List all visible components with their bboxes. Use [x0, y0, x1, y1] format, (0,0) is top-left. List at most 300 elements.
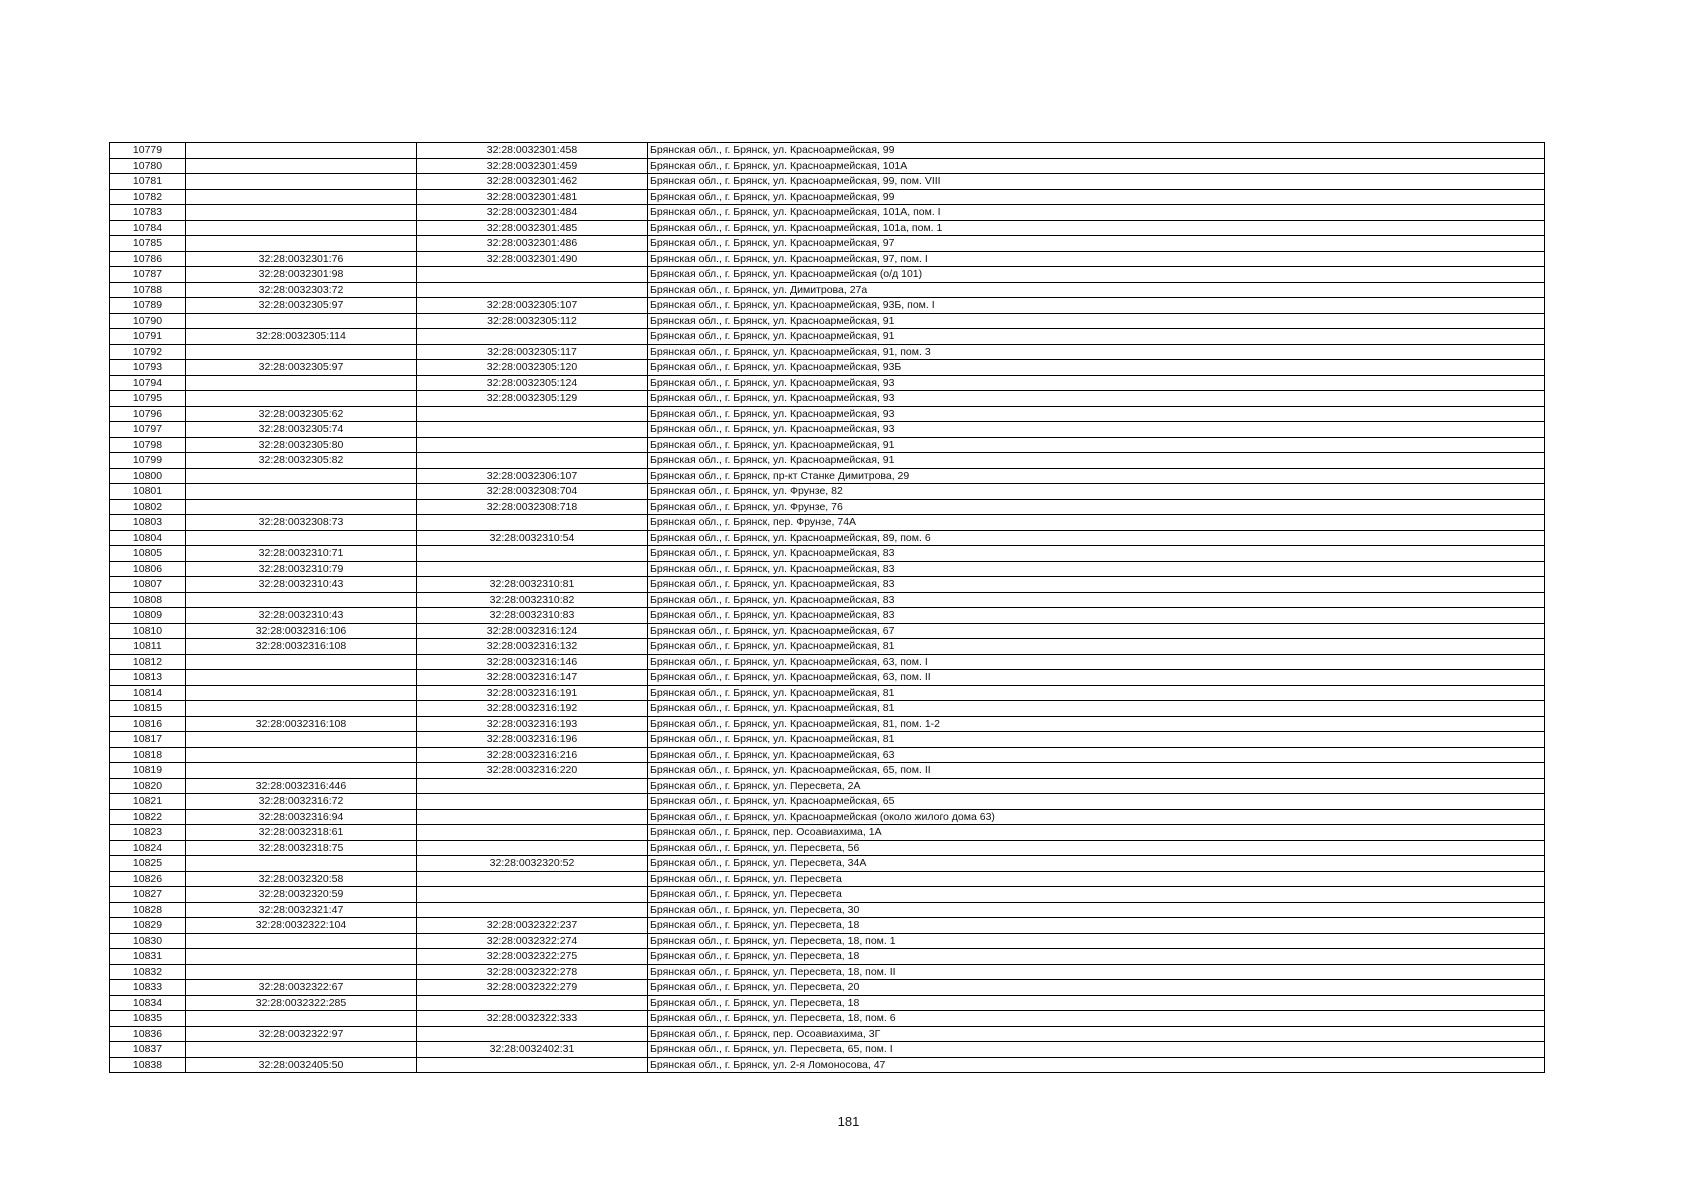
land-cadastral-number-cell	[186, 174, 417, 190]
table-row	[110, 794, 1545, 810]
land-cadastral-number-cell	[186, 933, 417, 949]
building-cadastral-number-cell	[417, 437, 648, 453]
table-row	[110, 1026, 1545, 1042]
row-number-cell: 10795	[110, 391, 186, 407]
row-number-cell: 10787	[110, 267, 186, 283]
land-cadastral-number-cell: 32:28:0032318:75	[186, 840, 417, 856]
table-row	[110, 623, 1545, 639]
building-cadastral-number-cell	[417, 778, 648, 794]
land-cadastral-number-cell: 32:28:0032310:43	[186, 577, 417, 593]
page-number: 181	[837, 1114, 860, 1129]
table-row	[110, 484, 1545, 500]
table-row	[110, 437, 1545, 453]
building-cadastral-number-cell: 32:28:0032301:462	[417, 174, 648, 190]
land-cadastral-number-cell: 32:28:0032322:97	[186, 1026, 417, 1042]
land-cadastral-number-cell: 32:28:0032322:285	[186, 995, 417, 1011]
address-cell: Брянская обл., г. Брянск, ул. Пересвета, 18	[648, 949, 1545, 965]
building-cadastral-number-cell	[417, 561, 648, 577]
table-row	[110, 515, 1545, 531]
land-cadastral-number-cell: 32:28:0032405:50	[186, 1057, 417, 1073]
table-row	[110, 499, 1545, 515]
address-cell: Брянская обл., г. Брянск, ул. Красноармейская, 99	[648, 143, 1545, 159]
row-number-cell: 10806	[110, 561, 186, 577]
land-cadastral-number-cell	[186, 205, 417, 221]
row-number-cell: 10802	[110, 499, 186, 515]
address-cell: Брянская обл., г. Брянск, ул. Пересвета, 18	[648, 995, 1545, 1011]
row-number-cell: 10828	[110, 902, 186, 918]
address-cell: Брянская обл., г. Брянск, ул. Красноармейская, 83	[648, 592, 1545, 608]
address-cell: Брянская обл., г. Брянск, ул. Красноармейская, 81	[648, 639, 1545, 655]
land-cadastral-number-cell	[186, 313, 417, 329]
building-cadastral-number-cell: 32:28:0032402:31	[417, 1042, 648, 1058]
row-number-cell: 10797	[110, 422, 186, 438]
land-cadastral-number-cell	[186, 391, 417, 407]
address-cell: Брянская обл., г. Брянск, ул. Красноармейская, 93	[648, 406, 1545, 422]
table-row	[110, 871, 1545, 887]
table-row	[110, 747, 1545, 763]
table-row	[110, 375, 1545, 391]
land-cadastral-number-cell	[186, 484, 417, 500]
land-cadastral-number-cell: 32:28:0032316:108	[186, 716, 417, 732]
row-number-cell: 10812	[110, 654, 186, 670]
registry-table-body	[110, 143, 1545, 1073]
building-cadastral-number-cell: 32:28:0032316:132	[417, 639, 648, 655]
address-cell: Брянская обл., г. Брянск, ул. Красноармейская, 81	[648, 701, 1545, 717]
row-number-cell: 10836	[110, 1026, 186, 1042]
row-number-cell: 10821	[110, 794, 186, 810]
table-row	[110, 763, 1545, 779]
building-cadastral-number-cell: 32:28:0032301:485	[417, 220, 648, 236]
table-row	[110, 360, 1545, 376]
land-cadastral-number-cell	[186, 701, 417, 717]
building-cadastral-number-cell: 32:28:0032316:196	[417, 732, 648, 748]
building-cadastral-number-cell: 32:28:0032322:237	[417, 918, 648, 934]
building-cadastral-number-cell: 32:28:0032308:718	[417, 499, 648, 515]
address-cell: Брянская обл., г. Брянск, пер. Осоавиахима, 3Г	[648, 1026, 1545, 1042]
table-row	[110, 933, 1545, 949]
building-cadastral-number-cell	[417, 887, 648, 903]
address-cell: Брянская обл., г. Брянск, ул. Красноармейская, 97	[648, 236, 1545, 252]
land-cadastral-number-cell: 32:28:0032320:59	[186, 887, 417, 903]
building-cadastral-number-cell: 32:28:0032305:129	[417, 391, 648, 407]
row-number-cell: 10804	[110, 530, 186, 546]
land-cadastral-number-cell	[186, 499, 417, 515]
land-cadastral-number-cell: 32:28:0032316:446	[186, 778, 417, 794]
table-row	[110, 205, 1545, 221]
table-row	[110, 670, 1545, 686]
land-cadastral-number-cell	[186, 592, 417, 608]
table-row	[110, 174, 1545, 190]
table-row	[110, 825, 1545, 841]
row-number-cell: 10813	[110, 670, 186, 686]
row-number-cell: 10817	[110, 732, 186, 748]
table-row	[110, 158, 1545, 174]
land-cadastral-number-cell	[186, 1042, 417, 1058]
table-row	[110, 654, 1545, 670]
address-cell: Брянская обл., г. Брянск, пер. Фрунзе, 74А	[648, 515, 1545, 531]
table-row	[110, 980, 1545, 996]
row-number-cell: 10827	[110, 887, 186, 903]
row-number-cell: 10833	[110, 980, 186, 996]
row-number-cell: 10782	[110, 189, 186, 205]
row-number-cell: 10783	[110, 205, 186, 221]
address-cell: Брянская обл., г. Брянск, ул. Красноармейская, 63	[648, 747, 1545, 763]
table-row	[110, 422, 1545, 438]
land-cadastral-number-cell	[186, 375, 417, 391]
address-cell: Брянская обл., г. Брянск, пер. Осоавиахима, 1А	[648, 825, 1545, 841]
building-cadastral-number-cell: 32:28:0032305:124	[417, 375, 648, 391]
land-cadastral-number-cell: 32:28:0032316:106	[186, 623, 417, 639]
row-number-cell: 10822	[110, 809, 186, 825]
building-cadastral-number-cell: 32:28:0032322:275	[417, 949, 648, 965]
row-number-cell: 10829	[110, 918, 186, 934]
land-cadastral-number-cell: 32:28:0032305:97	[186, 298, 417, 314]
row-number-cell: 10819	[110, 763, 186, 779]
land-cadastral-number-cell: 32:28:0032316:94	[186, 809, 417, 825]
building-cadastral-number-cell: 32:28:0032301:458	[417, 143, 648, 159]
building-cadastral-number-cell: 32:28:0032316:124	[417, 623, 648, 639]
table-row	[110, 732, 1545, 748]
building-cadastral-number-cell: 32:28:0032322:274	[417, 933, 648, 949]
land-cadastral-number-cell: 32:28:0032321:47	[186, 902, 417, 918]
land-cadastral-number-cell	[186, 964, 417, 980]
building-cadastral-number-cell: 32:28:0032306:107	[417, 468, 648, 484]
land-cadastral-number-cell	[186, 763, 417, 779]
row-number-cell: 10834	[110, 995, 186, 1011]
row-number-cell: 10816	[110, 716, 186, 732]
land-cadastral-number-cell: 32:28:0032305:114	[186, 329, 417, 345]
address-cell: Брянская обл., г. Брянск, ул. Красноармейская, 93	[648, 391, 1545, 407]
land-cadastral-number-cell: 32:28:0032303:72	[186, 282, 417, 298]
building-cadastral-number-cell	[417, 515, 648, 531]
address-cell: Брянская обл., г. Брянск, ул. Пересвета, 20	[648, 980, 1545, 996]
table-row	[110, 964, 1545, 980]
table-row	[110, 639, 1545, 655]
table-row	[110, 577, 1545, 593]
address-cell: Брянская обл., г. Брянск, ул. Пересвета, 30	[648, 902, 1545, 918]
address-cell: Брянская обл., г. Брянск, ул. Пересвета, 2А	[648, 778, 1545, 794]
row-number-cell: 10793	[110, 360, 186, 376]
address-cell: Брянская обл., г. Брянск, ул. Красноармейская, 63, пом. II	[648, 670, 1545, 686]
land-cadastral-number-cell: 32:28:0032310:43	[186, 608, 417, 624]
address-cell: Брянская обл., г. Брянск, ул. Красноармейская, 81	[648, 685, 1545, 701]
table-row	[110, 592, 1545, 608]
address-cell: Брянская обл., г. Брянск, ул. Красноармейская, 101А, пом. I	[648, 205, 1545, 221]
table-row	[110, 1011, 1545, 1027]
address-cell: Брянская обл., г. Брянск, ул. Пересвета, 18, пом. II	[648, 964, 1545, 980]
address-cell: Брянская обл., г. Брянск, ул. Фрунзе, 76	[648, 499, 1545, 515]
table-row	[110, 778, 1545, 794]
table-row	[110, 313, 1545, 329]
land-cadastral-number-cell: 32:28:0032305:82	[186, 453, 417, 469]
building-cadastral-number-cell: 32:28:0032316:192	[417, 701, 648, 717]
building-cadastral-number-cell	[417, 809, 648, 825]
building-cadastral-number-cell	[417, 267, 648, 283]
address-cell: Брянская обл., г. Брянск, ул. Пересвета	[648, 887, 1545, 903]
table-row	[110, 685, 1545, 701]
address-cell: Брянская обл., г. Брянск, пр-кт Станке Димитрова, 29	[648, 468, 1545, 484]
address-cell: Брянская обл., г. Брянск, ул. Красноармейская, 93Б, пом. I	[648, 298, 1545, 314]
address-cell: Брянская обл., г. Брянск, ул. Красноармейская, 91, пом. 3	[648, 344, 1545, 360]
address-cell: Брянская обл., г. Брянск, ул. Красноармейская, 89, пом. 6	[648, 530, 1545, 546]
row-number-cell: 10801	[110, 484, 186, 500]
building-cadastral-number-cell: 32:28:0032322:279	[417, 980, 648, 996]
building-cadastral-number-cell	[417, 871, 648, 887]
building-cadastral-number-cell	[417, 902, 648, 918]
row-number-cell: 10832	[110, 964, 186, 980]
land-cadastral-number-cell: 32:28:0032301:98	[186, 267, 417, 283]
land-cadastral-number-cell	[186, 220, 417, 236]
building-cadastral-number-cell	[417, 422, 648, 438]
table-row	[110, 608, 1545, 624]
address-cell: Брянская обл., г. Брянск, ул. Красноармейская, 97, пом. I	[648, 251, 1545, 267]
row-number-cell: 10779	[110, 143, 186, 159]
row-number-cell: 10792	[110, 344, 186, 360]
table-row	[110, 251, 1545, 267]
building-cadastral-number-cell	[417, 546, 648, 562]
land-cadastral-number-cell	[186, 143, 417, 159]
row-number-cell: 10805	[110, 546, 186, 562]
table-row	[110, 995, 1545, 1011]
address-cell: Брянская обл., г. Брянск, ул. Пересвета, 65, пом. I	[648, 1042, 1545, 1058]
table-row	[110, 1042, 1545, 1058]
address-cell: Брянская обл., г. Брянск, ул. Красноармейская (около жилого дома 63)	[648, 809, 1545, 825]
row-number-cell: 10811	[110, 639, 186, 655]
table-row	[110, 902, 1545, 918]
land-cadastral-number-cell	[186, 468, 417, 484]
land-cadastral-number-cell	[186, 530, 417, 546]
building-cadastral-number-cell: 32:28:0032301:486	[417, 236, 648, 252]
address-cell: Брянская обл., г. Брянск, ул. Красноармейская, 63, пом. I	[648, 654, 1545, 670]
building-cadastral-number-cell: 32:28:0032322:278	[417, 964, 648, 980]
row-number-cell: 10838	[110, 1057, 186, 1073]
table-row	[110, 391, 1545, 407]
building-cadastral-number-cell: 32:28:0032316:191	[417, 685, 648, 701]
building-cadastral-number-cell: 32:28:0032320:52	[417, 856, 648, 872]
row-number-cell: 10837	[110, 1042, 186, 1058]
land-cadastral-number-cell: 32:28:0032305:80	[186, 437, 417, 453]
row-number-cell: 10785	[110, 236, 186, 252]
land-cadastral-number-cell	[186, 747, 417, 763]
building-cadastral-number-cell: 32:28:0032301:484	[417, 205, 648, 221]
row-number-cell: 10814	[110, 685, 186, 701]
address-cell: Брянская обл., г. Брянск, ул. Пересвета, 18, пом. 6	[648, 1011, 1545, 1027]
table-row	[110, 887, 1545, 903]
row-number-cell: 10830	[110, 933, 186, 949]
land-cadastral-number-cell: 32:28:0032305:97	[186, 360, 417, 376]
land-cadastral-number-cell	[186, 685, 417, 701]
row-number-cell: 10835	[110, 1011, 186, 1027]
address-cell: Брянская обл., г. Брянск, ул. Красноармейская, 93	[648, 422, 1545, 438]
row-number-cell: 10831	[110, 949, 186, 965]
building-cadastral-number-cell: 32:28:0032305:120	[417, 360, 648, 376]
address-cell: Брянская обл., г. Брянск, ул. Пересвета	[648, 871, 1545, 887]
land-cadastral-number-cell: 32:28:0032320:58	[186, 871, 417, 887]
address-cell: Брянская обл., г. Брянск, ул. Красноармейская, 83	[648, 561, 1545, 577]
building-cadastral-number-cell: 32:28:0032308:704	[417, 484, 648, 500]
address-cell: Брянская обл., г. Брянск, ул. Красноармейская, 81, пом. 1-2	[648, 716, 1545, 732]
address-cell: Брянская обл., г. Брянск, ул. Красноармейская, 67	[648, 623, 1545, 639]
table-row	[110, 561, 1545, 577]
land-cadastral-number-cell	[186, 344, 417, 360]
row-number-cell: 10810	[110, 623, 186, 639]
land-cadastral-number-cell	[186, 670, 417, 686]
table-row	[110, 701, 1545, 717]
table-row	[110, 918, 1545, 934]
address-cell: Брянская обл., г. Брянск, ул. Пересвета, 34А	[648, 856, 1545, 872]
building-cadastral-number-cell	[417, 1026, 648, 1042]
land-cadastral-number-cell: 32:28:0032318:61	[186, 825, 417, 841]
address-cell: Брянская обл., г. Брянск, ул. Красноармейская, 83	[648, 608, 1545, 624]
table-row	[110, 468, 1545, 484]
land-cadastral-number-cell	[186, 856, 417, 872]
row-number-cell: 10803	[110, 515, 186, 531]
building-cadastral-number-cell	[417, 840, 648, 856]
row-number-cell: 10799	[110, 453, 186, 469]
row-number-cell: 10790	[110, 313, 186, 329]
building-cadastral-number-cell: 32:28:0032310:81	[417, 577, 648, 593]
row-number-cell: 10820	[110, 778, 186, 794]
building-cadastral-number-cell	[417, 329, 648, 345]
building-cadastral-number-cell: 32:28:0032322:333	[417, 1011, 648, 1027]
table-row	[110, 809, 1545, 825]
building-cadastral-number-cell: 32:28:0032301:459	[417, 158, 648, 174]
address-cell: Брянская обл., г. Брянск, ул. Димитрова, 27а	[648, 282, 1545, 298]
address-cell: Брянская обл., г. Брянск, ул. Красноармейская, 81	[648, 732, 1545, 748]
table-row	[110, 298, 1545, 314]
address-cell: Брянская обл., г. Брянск, ул. Красноармейская, 91	[648, 329, 1545, 345]
row-number-cell: 10796	[110, 406, 186, 422]
address-cell: Брянская обл., г. Брянск, ул. Красноармейская, 91	[648, 313, 1545, 329]
building-cadastral-number-cell: 32:28:0032316:220	[417, 763, 648, 779]
row-number-cell: 10781	[110, 174, 186, 190]
address-cell: Брянская обл., г. Брянск, ул. Красноармейская, 101А	[648, 158, 1545, 174]
land-cadastral-number-cell: 32:28:0032322:67	[186, 980, 417, 996]
building-cadastral-number-cell: 32:28:0032310:54	[417, 530, 648, 546]
building-cadastral-number-cell	[417, 794, 648, 810]
row-number-cell: 10780	[110, 158, 186, 174]
land-cadastral-number-cell: 32:28:0032322:104	[186, 918, 417, 934]
table-row	[110, 189, 1545, 205]
table-row	[110, 406, 1545, 422]
table-row	[110, 716, 1545, 732]
table-row	[110, 840, 1545, 856]
row-number-cell: 10807	[110, 577, 186, 593]
row-number-cell: 10823	[110, 825, 186, 841]
building-cadastral-number-cell: 32:28:0032301:490	[417, 251, 648, 267]
building-cadastral-number-cell	[417, 406, 648, 422]
land-cadastral-number-cell	[186, 158, 417, 174]
row-number-cell: 10825	[110, 856, 186, 872]
building-cadastral-number-cell: 32:28:0032310:83	[417, 608, 648, 624]
table-row	[110, 856, 1545, 872]
row-number-cell: 10826	[110, 871, 186, 887]
table-row	[110, 344, 1545, 360]
address-cell: Брянская обл., г. Брянск, ул. Красноармейская, 83	[648, 577, 1545, 593]
building-cadastral-number-cell: 32:28:0032301:481	[417, 189, 648, 205]
address-cell: Брянская обл., г. Брянск, ул. Красноармейская, 93Б	[648, 360, 1545, 376]
land-cadastral-number-cell: 32:28:0032308:73	[186, 515, 417, 531]
address-cell: Брянская обл., г. Брянск, ул. Красноармейская, 101а, пом. 1	[648, 220, 1545, 236]
row-number-cell: 10809	[110, 608, 186, 624]
address-cell: Брянская обл., г. Брянск, ул. Пересвета, 56	[648, 840, 1545, 856]
row-number-cell: 10808	[110, 592, 186, 608]
building-cadastral-number-cell	[417, 282, 648, 298]
land-cadastral-number-cell	[186, 189, 417, 205]
land-cadastral-number-cell	[186, 732, 417, 748]
row-number-cell: 10800	[110, 468, 186, 484]
address-cell: Брянская обл., г. Брянск, ул. Красноармейская, 65	[648, 794, 1545, 810]
table-row	[110, 453, 1545, 469]
table-row	[110, 1057, 1545, 1073]
building-cadastral-number-cell: 32:28:0032316:193	[417, 716, 648, 732]
building-cadastral-number-cell: 32:28:0032316:216	[417, 747, 648, 763]
address-cell: Брянская обл., г. Брянск, ул. Пересвета, 18, пом. 1	[648, 933, 1545, 949]
land-cadastral-number-cell: 32:28:0032305:74	[186, 422, 417, 438]
table-row	[110, 282, 1545, 298]
land-cadastral-number-cell	[186, 236, 417, 252]
table-row	[110, 236, 1545, 252]
row-number-cell: 10789	[110, 298, 186, 314]
table-row	[110, 546, 1545, 562]
row-number-cell: 10824	[110, 840, 186, 856]
row-number-cell: 10794	[110, 375, 186, 391]
land-cadastral-number-cell: 32:28:0032301:76	[186, 251, 417, 267]
building-cadastral-number-cell	[417, 995, 648, 1011]
address-cell: Брянская обл., г. Брянск, ул. Красноармейская, 99, пом. VIII	[648, 174, 1545, 190]
land-cadastral-number-cell: 32:28:0032316:108	[186, 639, 417, 655]
building-cadastral-number-cell: 32:28:0032305:107	[417, 298, 648, 314]
land-cadastral-number-cell: 32:28:0032305:62	[186, 406, 417, 422]
address-cell: Брянская обл., г. Брянск, ул. Фрунзе, 82	[648, 484, 1545, 500]
address-cell: Брянская обл., г. Брянск, ул. Красноармейская, 91	[648, 437, 1545, 453]
building-cadastral-number-cell: 32:28:0032305:117	[417, 344, 648, 360]
table-row	[110, 220, 1545, 236]
land-cadastral-number-cell: 32:28:0032310:79	[186, 561, 417, 577]
land-cadastral-number-cell: 32:28:0032316:72	[186, 794, 417, 810]
address-cell: Брянская обл., г. Брянск, ул. Красноармейская, 93	[648, 375, 1545, 391]
building-cadastral-number-cell: 32:28:0032305:112	[417, 313, 648, 329]
address-cell: Брянская обл., г. Брянск, ул. Красноармейская, 91	[648, 453, 1545, 469]
land-cadastral-number-cell	[186, 949, 417, 965]
building-cadastral-number-cell	[417, 825, 648, 841]
building-cadastral-number-cell: 32:28:0032316:147	[417, 670, 648, 686]
building-cadastral-number-cell	[417, 453, 648, 469]
address-cell: Брянская обл., г. Брянск, ул. Красноармейская, 65, пом. II	[648, 763, 1545, 779]
table-row	[110, 949, 1545, 965]
registry-table	[109, 142, 1545, 1073]
table-row	[110, 530, 1545, 546]
row-number-cell: 10784	[110, 220, 186, 236]
row-number-cell: 10788	[110, 282, 186, 298]
row-number-cell: 10791	[110, 329, 186, 345]
address-cell: Брянская обл., г. Брянск, ул. Красноармейская, 83	[648, 546, 1545, 562]
address-cell: Брянская обл., г. Брянск, ул. 2-я Ломоносова, 47	[648, 1057, 1545, 1073]
row-number-cell: 10818	[110, 747, 186, 763]
table-row	[110, 329, 1545, 345]
land-cadastral-number-cell: 32:28:0032310:71	[186, 546, 417, 562]
row-number-cell: 10798	[110, 437, 186, 453]
land-cadastral-number-cell	[186, 654, 417, 670]
table-row	[110, 267, 1545, 283]
land-cadastral-number-cell	[186, 1011, 417, 1027]
address-cell: Брянская обл., г. Брянск, ул. Пересвета, 18	[648, 918, 1545, 934]
address-cell: Брянская обл., г. Брянск, ул. Красноармейская, 99	[648, 189, 1545, 205]
address-cell: Брянская обл., г. Брянск, ул. Красноармейская (о/д 101)	[648, 267, 1545, 283]
row-number-cell: 10815	[110, 701, 186, 717]
row-number-cell: 10786	[110, 251, 186, 267]
building-cadastral-number-cell: 32:28:0032310:82	[417, 592, 648, 608]
